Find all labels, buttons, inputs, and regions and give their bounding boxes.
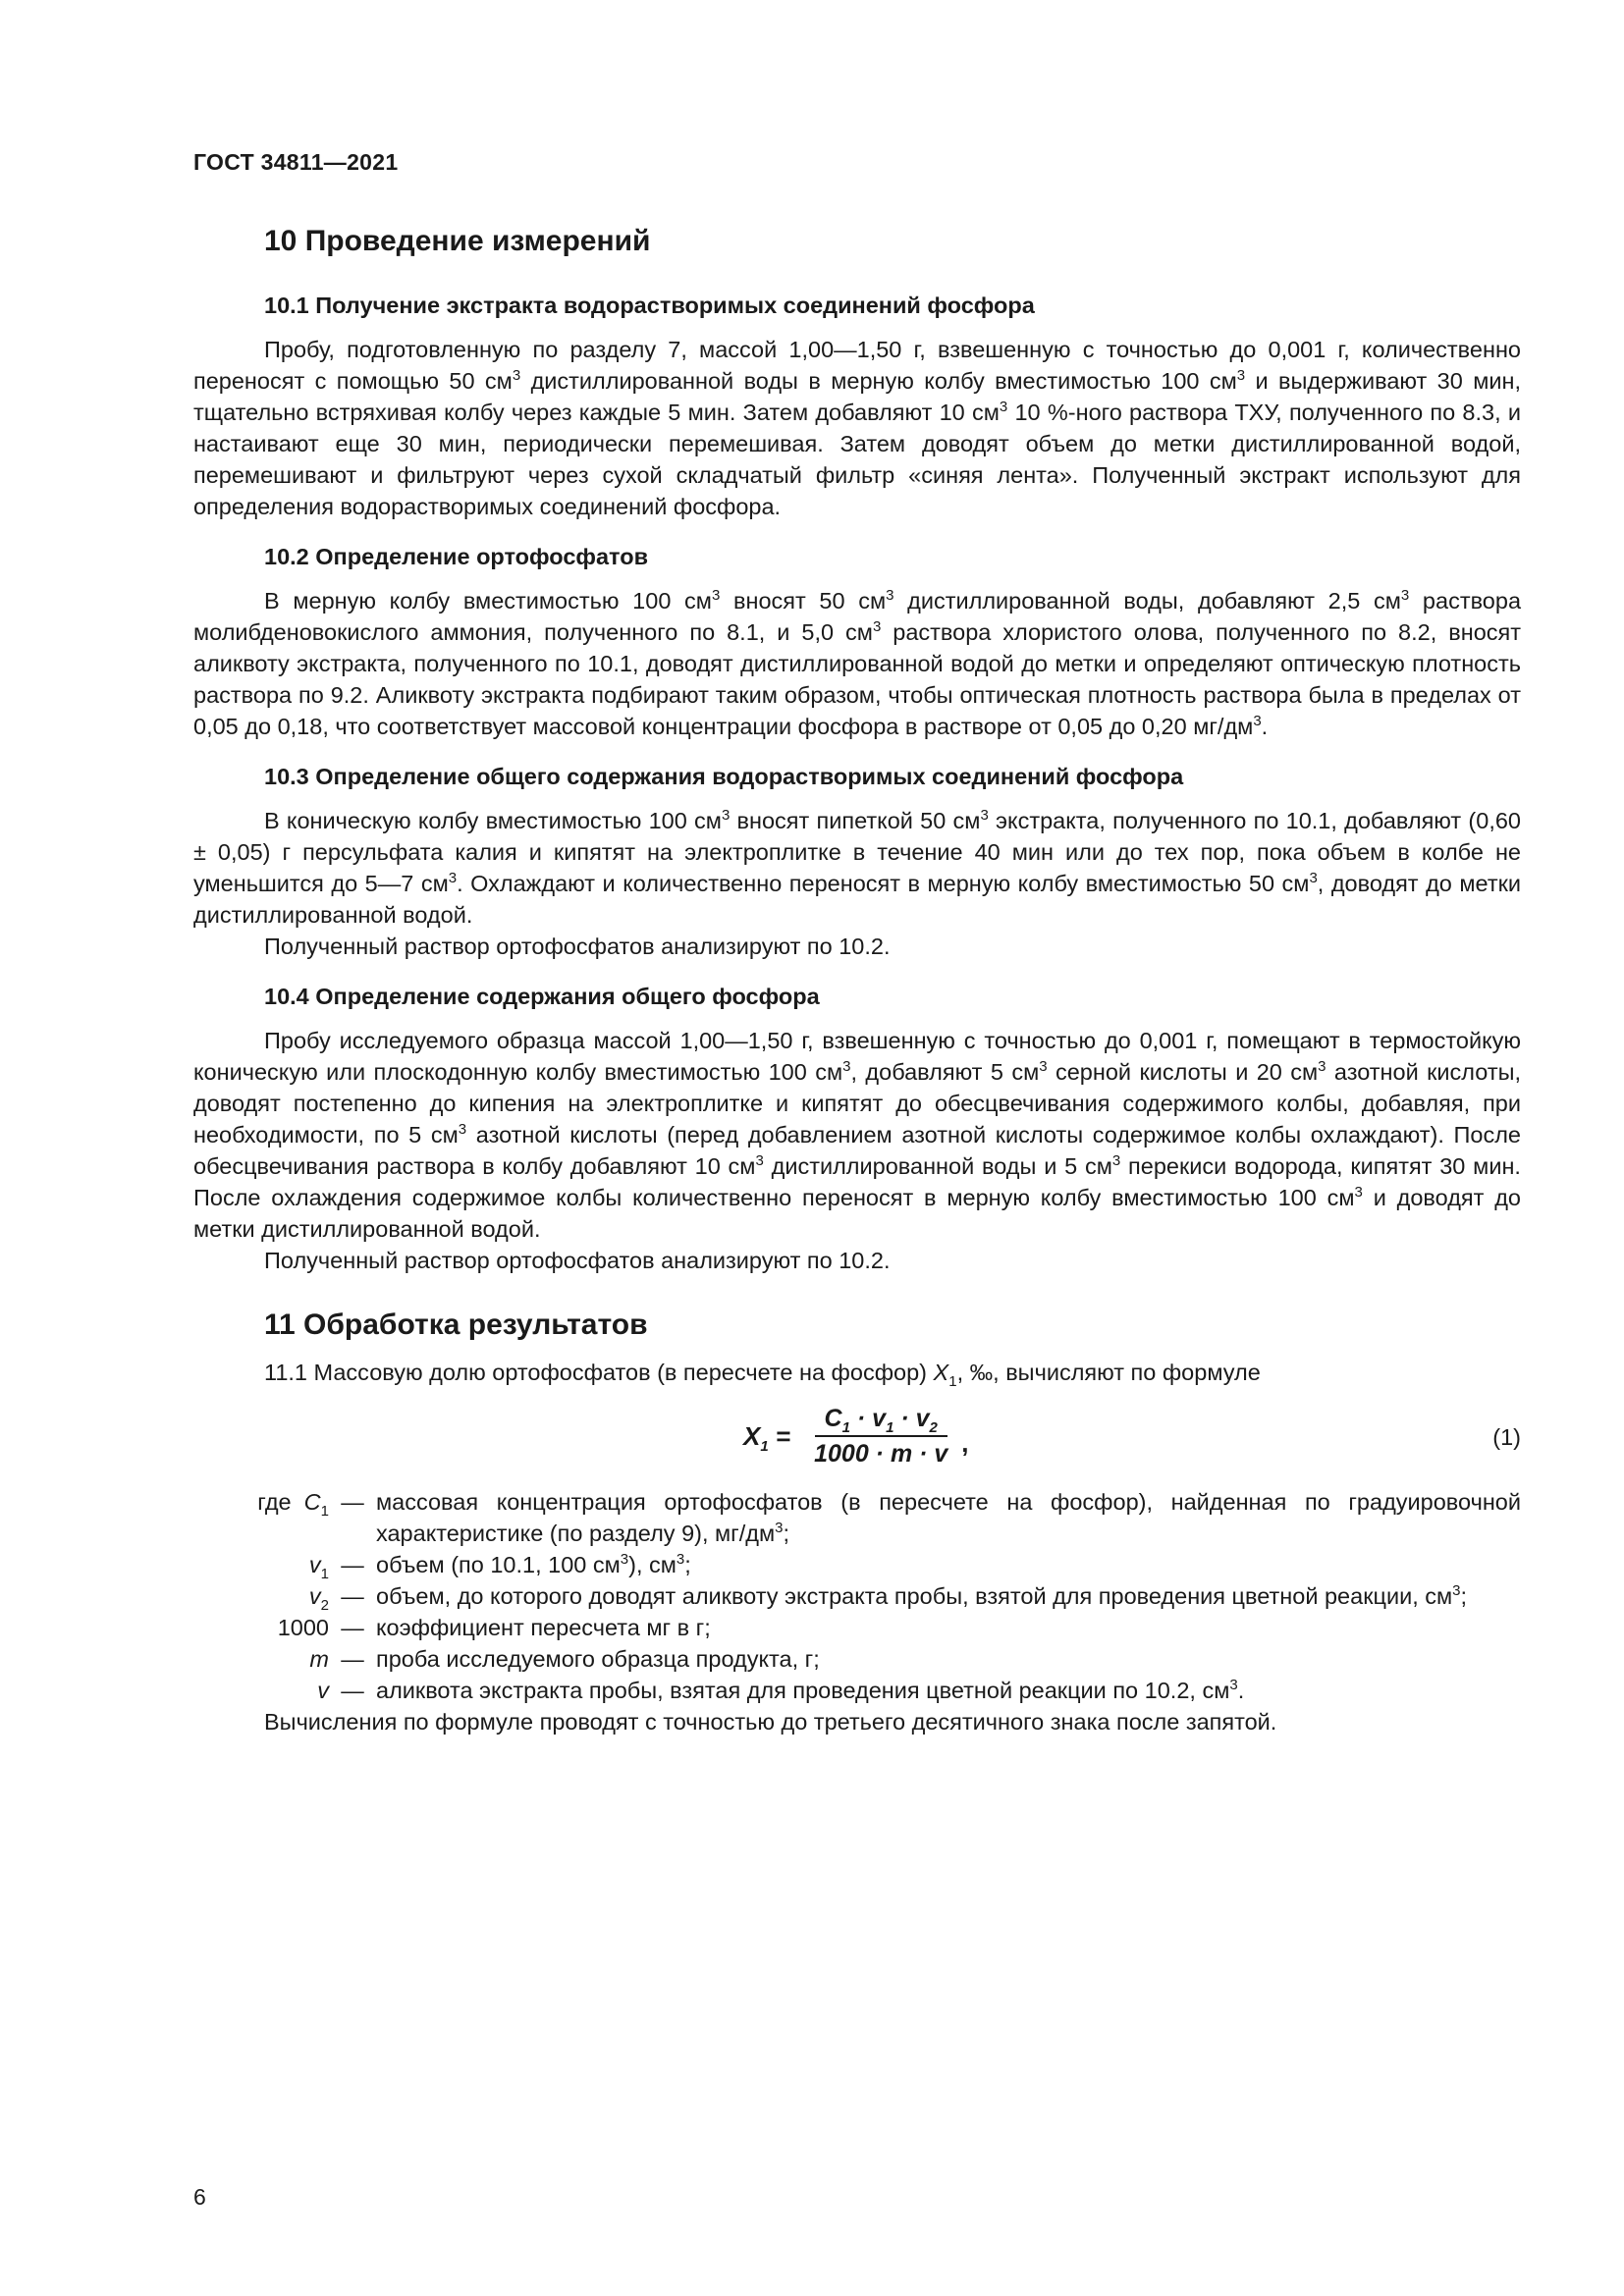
definition-v: v — аликвота экстракта пробы, взятая для проведения цветной реакции по 10.2, $см^3$. xyxy=(317,1677,1245,1703)
formula-numerator: $C_1 \cdot v_1 \cdot v_2$ xyxy=(815,1404,947,1437)
paragraph-10-4-note: Полученный раствор ортофосфатов анализируют по 10.2. xyxy=(264,1248,891,1273)
formula-comma: , xyxy=(961,1428,969,1458)
formula-number: (1) xyxy=(1492,1424,1521,1450)
document-code: ГОСТ 34811—2021 xyxy=(193,149,399,175)
formula-lhs: $X_1$ = xyxy=(743,1421,791,1455)
paragraph-10-3: В коническую колбу вместимостью 100 $см^3$ вносят пипеткой 50 $см^3$ экстракта, полученного по 10.1, добавляют (0,60 ± 0,05) г персульфата калия и кипятят на электроплитке в течение 40 мин или до тех пор, пока объем в колбе не уменьшится до 5—7 $см^3$. Охлаждают и количественно переносят в мерную колбу вместимостью 50 $см^3$, доводят до метки дистиллированной водой. xyxy=(193,807,1521,928)
formula-1 xyxy=(193,1396,1521,1472)
formula-definitions xyxy=(193,1486,1521,1706)
definition-c1: где $C_1$ — массовая концентрация ортофосфатов (в пересчете на фосфор), найденная по градуировочной характеристике (по разделу 9), $мг/дм^3$; xyxy=(257,1489,1521,1546)
page-number: 6 xyxy=(193,2184,206,2210)
definition-1000: 1000 — коэффициент пересчета мг в г; xyxy=(277,1615,711,1640)
section-10-heading: 10 Проведение измерений xyxy=(264,225,651,257)
subsection-10-3-heading: 10.3 Определение общего содержания водорастворимых соединений фосфора xyxy=(264,764,1184,789)
formula-fraction xyxy=(804,1404,957,1468)
section-11-heading: 11 Обработка результатов xyxy=(264,1308,648,1341)
definition-m: m — проба исследуемого образца продукта, г; xyxy=(309,1646,820,1672)
where-label: где xyxy=(257,1489,292,1515)
definition-v1: $v_1$ — объем (по 10.1, 100 $см^3$), $см^3$; xyxy=(308,1551,691,1582)
page-content xyxy=(193,222,1521,1737)
paragraph-11-1: 11.1 Массовую долю ортофосфатов (в пересчете на фосфор) $X_1$, ‰, вычисляют по формуле xyxy=(264,1360,1261,1390)
paragraph-10-3-note: Полученный раствор ортофосфатов анализируют по 10.2. xyxy=(264,934,891,959)
subsection-10-4-heading: 10.4 Определение содержания общего фосфора xyxy=(264,984,820,1009)
paragraph-10-1: Пробу, подготовленную по разделу 7, массой 1,00—1,50 г, взвешенную с точностью до 0,001 г, количественно переносят с помощью 50 $см^3$ дистиллированной воды в мерную колбу вместимостью 100 $см^3$ и выдерживают 30 мин, тщательно встряхивая колбу через каждые 5 мин. Затем добавляют 10 $см^3$ 10 %-ного раствора ТХУ, полученного по 8.3, и настаивают еще 30 мин, периодически перемешивая. Затем доводят объем до метки дистиллированной водой, перемешивают и фильтруют через сухой складчатый фильтр «синяя лента». Полученный экстракт используют для определения водорастворимых соединений фосфора. xyxy=(193,337,1521,519)
paragraph-10-4: Пробу исследуемого образца массой 1,00—1,50 г, взвешенную с точностью до 0,001 г, помещают в термостойкую коническую или плоскодонную колбу вместимостью 100 $см^3$, добавляют 5 $см^3$ серной кислоты и 20 $см^3$ азотной кислоты, доводят постепенно до кипения на электроплитке и кипятят до обесцвечивания содержимого колбы, добавляя, при необходимости, по 5 $см^3$ азотной кислоты (перед добавлением азотной кислоты содержимое колбы охлаждают). После обесцвечивания раствора в колбу добавляют 10 $см^3$ дистиллированной воды и 5 $см^3$ перекиси водорода, кипятят 30 мин. После охлаждения содержимое колбы количественно переносят в мерную колбу вместимостью 100 $см^3$ и доводят до метки дистиллированной водой. xyxy=(193,1028,1521,1242)
subsection-10-1-heading: 10.1 Получение экстракта водорастворимых соединений фосфора xyxy=(264,293,1035,318)
paragraph-10-2: В мерную колбу вместимостью 100 $см^3$ вносят 50 $см^3$ дистиллированной воды, добавляют 2,5 $см^3$ раствора молибденовокислого аммония, полученного по 8.1, и 5,0 $см^3$ раствора хлористого олова, полученного по 8.2, вносят аликвоту экстракта, полученного по 10.1, доводят дистиллированной водой до метки и определяют оптическую плотность раствора по 9.2. Аликвоту экстракта подбирают таким образом, чтобы оптическая плотность раствора была в пределах от 0,05 до 0,18, что соответствует массовой концентрации фосфора в растворе от 0,05 до 0,20 $мг/дм^3$. xyxy=(193,587,1522,739)
subsection-10-2-heading: 10.2 Определение ортофосфатов xyxy=(264,544,649,569)
calculation-precision-note: Вычисления по формуле проводят с точностью до третьего десятичного знака после запятой. xyxy=(264,1709,1277,1735)
formula-expression xyxy=(743,1404,969,1468)
definition-v2: $v_2$ — объем, до которого доводят аликвоту экстракта пробы, взятой для проведения цветной реакции, $см^3$; xyxy=(308,1582,1468,1614)
formula-denominator: 1000 · m · v xyxy=(814,1440,948,1468)
